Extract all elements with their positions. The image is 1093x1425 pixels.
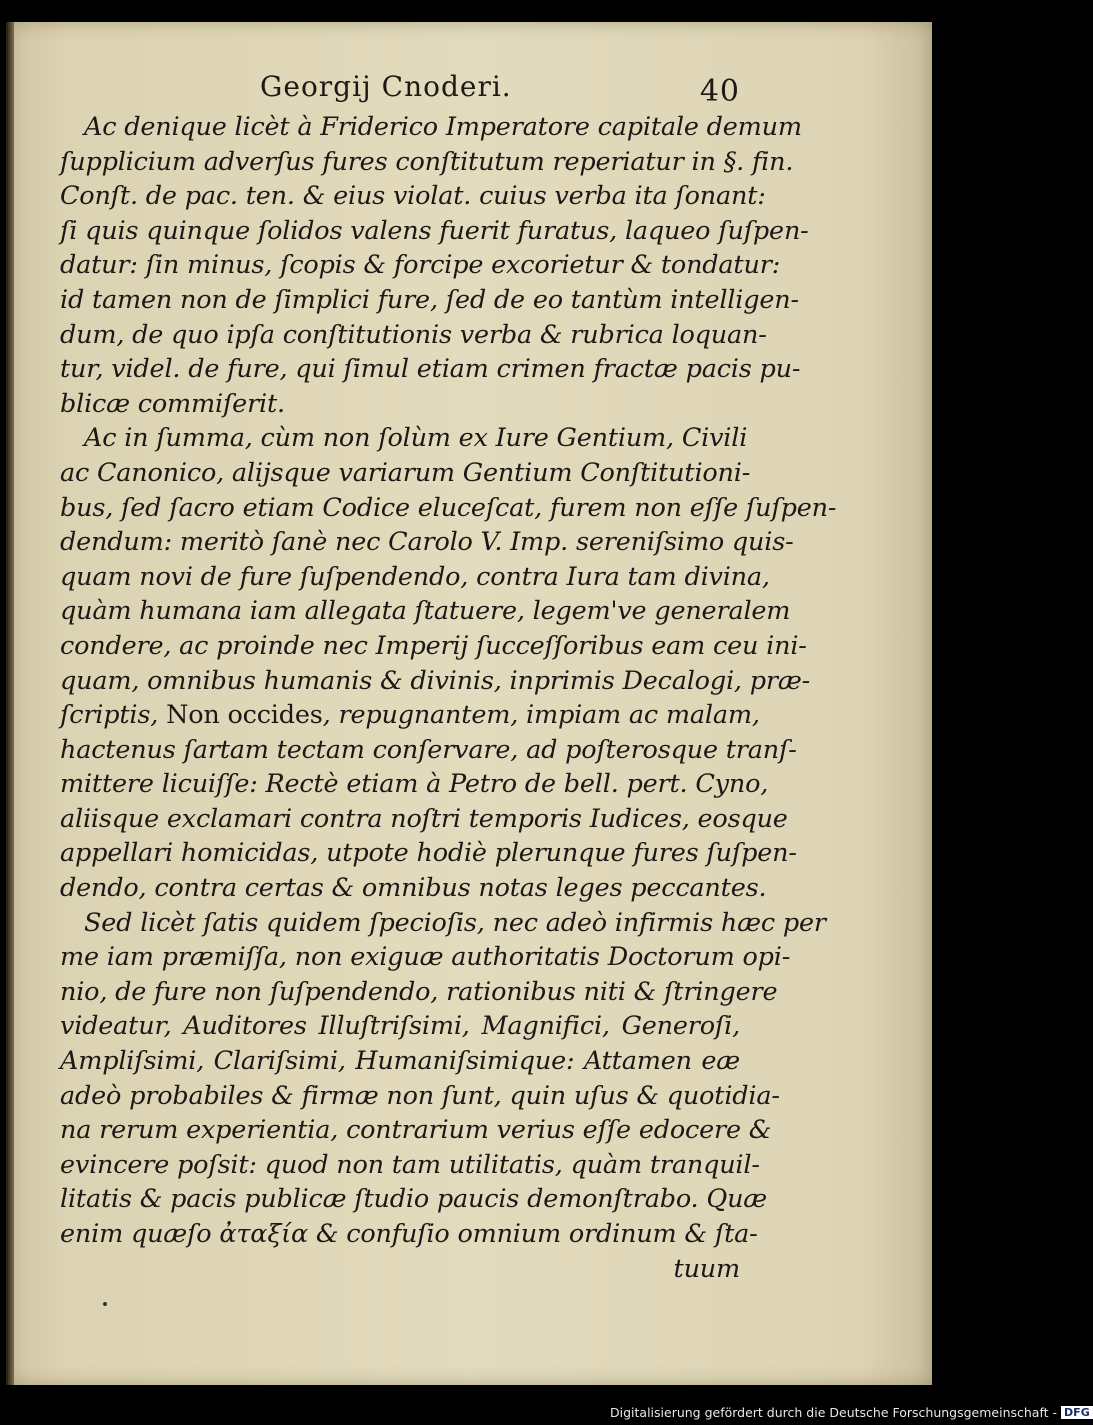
text-line: quam novi de fure ſuſpendendo, contra Iura tam divina, — [60, 561, 770, 592]
text-line: dendo, contra certas & omnibus notas leges peccantes. — [60, 873, 767, 904]
text-line: videatur, Auditores Illuſtriſsimi, Magnifici, Generoſi, — [60, 1011, 740, 1042]
text-line: adeò probabiles & firmæ non ſunt, quin uſus & quotidia- — [60, 1080, 780, 1111]
text-line: enim quæſo ἀταξία & confuſio omnium ordinum & ſta- — [60, 1219, 758, 1249]
text-line: datur: ſin minus, ſcopis & forcipe excorietur & tondatur: — [60, 250, 781, 281]
catchword: tuum — [673, 1253, 740, 1284]
text-line: tur, videl. de fure, qui ſimul etiam crimen fractæ pacis pu- — [60, 354, 801, 385]
quoted-commandment: Non occides — [166, 700, 323, 731]
text-line: bus, ſed ſacro etiam Codice eluceſcat, furem non eſſe ſuſpen- — [60, 492, 837, 523]
body-text — [60, 110, 837, 1286]
text-line: condere, ac proinde nec Imperij ſucceſſoribus eam ceu ini- — [60, 630, 807, 661]
page-number: 40 — [699, 74, 740, 109]
text-line: dendum: meritò ſanè nec Carolo V. Imp. sereniſsimo quis- — [60, 527, 794, 558]
text-line: dum, de quo ipſa conſtitutionis verba & rubrica loquan- — [60, 319, 767, 350]
paragraph-1 — [60, 110, 809, 421]
text-line-with-quote — [60, 698, 760, 733]
text-line: nio, de fure non ſuſpendendo, rationibus niti & ſtringere — [60, 976, 778, 1007]
text-fragment: ſcriptis, — [60, 700, 159, 731]
text-line: mittere licuiſſe: Rectè etiam à Petro de bell. pert. Cyno, — [60, 769, 769, 800]
text-line: hactenus ſartam tectam conſervare, ad poſterosque tranſ- — [60, 734, 797, 765]
text-fragment: , repugnantem, impiam ac malam, — [322, 700, 760, 731]
text-line: me iam præmiſſa, non exiguæ authoritatis Doctorum opi- — [60, 942, 791, 973]
dfg-logo: DFG — [1061, 1406, 1093, 1419]
text-line: blicæ commiſerit. — [60, 388, 285, 419]
text-line: ſupplicium adverſus fures conſtitutum reperiatur in §. fin. — [60, 146, 794, 177]
credit-text: Digitalisierung gefördert durch die Deutsche Forschungsgemeinschaft - — [610, 1405, 1058, 1420]
running-title: Georgij Cnoderi. — [260, 70, 512, 103]
text-line: evincere poſsit: quod non tam utilitatis, quàm tranquil- — [60, 1149, 760, 1180]
text-line: aliisque exclamari contra noſtri temporis Iudices, eosque — [60, 803, 788, 834]
text-line: Sed licèt ſatis quidem ſpecioſis, nec adeò infirmis hæc per — [84, 907, 826, 938]
text-line: na rerum experientia, contrarium verius eſſe edocere & — [60, 1115, 772, 1146]
digitization-credit — [610, 1405, 1093, 1423]
paragraph-3 — [60, 906, 826, 1287]
page-binding-edge — [8, 22, 14, 1385]
text-line: Conſt. de pac. ten. & eius violat. cuius verba ita ſonant: — [60, 181, 766, 212]
text-line: litatis & pacis publicæ ſtudio paucis demonſtrabo. Quæ — [60, 1184, 768, 1215]
paragraph-2 — [60, 421, 837, 905]
text-line: Ampliſsimi, Clariſsimi, Humaniſsimique: Attamen eæ — [60, 1046, 740, 1077]
text-line: ac Canonico, alijsque variarum Gentium Conſtitutioni- — [60, 457, 751, 488]
text-line: appellari homicidas, utpote hodiè plerunque fures ſuſpen- — [60, 838, 797, 869]
running-header — [260, 58, 740, 108]
ink-speck — [103, 1302, 107, 1306]
text-line: quam, omnibus humanis & divinis, inprimis Decalogi, præ- — [60, 665, 811, 696]
text-line: ſi quis quinque ſolidos valens fuerit furatus, laqueo ſuſpen- — [60, 215, 809, 246]
text-line: Ac denique licèt à Friderico Imperatore capitale demum — [84, 112, 802, 142]
text-line: quàm humana iam allegata ſtatuere, legem've generalem — [60, 596, 791, 627]
text-line: Ac in ſumma, cùm non ſolùm ex Iure Gentium, Civili — [84, 423, 748, 454]
text-line: id tamen non de ſimplici fure, ſed de eo tantùm intelligen- — [60, 284, 799, 315]
